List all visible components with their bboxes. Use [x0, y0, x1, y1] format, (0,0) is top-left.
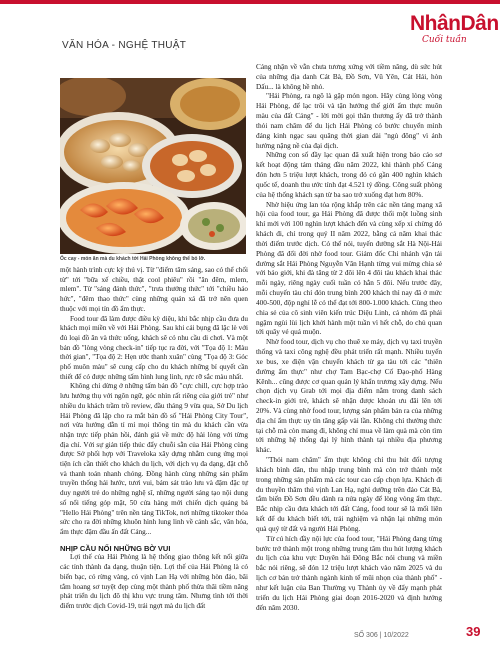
- paragraph: Không chỉ dừng ở những tấm bản đồ "cực chill, cực hợp trào lưu hướng thụ với ngôn ngữ, góc nhìn rất riêng của giới trẻ" như nhiều du khách trầm trồ review, đầu tháng 9 vừa qua, Sở Du lịch Hải Phòng đã lập cho ra mắt bản đồ số "Hải Phòng City Tour", nơi vừa hướng dẫn tỉ mỉ mọi thông tin mà du khách cần vừa nhận trực tiếp phản hồi, đánh giá về mức độ hài lòng với từng địa chỉ. Với sự giản tiếp thúc đẩy chuỗi sẵn của Hải Phòng cùng được Sở phối hợp với Traveloka xây dựng nhằm cung ứng mọi tiện ích cần thiết cho khách du lịch, với dịch vụ đa dạng, đặt chỗ và thanh toán nhanh chóng. Đồng hành cùng những sản phẩm truyền thống hải hước, tươi vui, bám sát trào lưu và đậm đặc tự duy người trẻ do những nghệ sĩ, những người sáng tạo nội dung số nổi tiếng góp mặt, 50 cửa hàng mới chiến dịch quảng bá "Hello Hải Phòng" trên nền tảng TikTok, nơi những tiktoker thỏa sức cho ra đời những khuôn hình lung linh về cảnh sắc, văn hóa, ẩm thực đậm đầu ấn đất Cảng...: [60, 382, 248, 536]
- paragraph: Nhờ hiệu ứng lan tỏa rộng khắp trên các nền tảng mạng xã hội của food tour, ga Hải Phòng đã được thổi một luồng sinh khí mới với 100 nghìn lượt khách đến và cùng xếp xỉ chừng đó khách đi, chỉ trong quý II năm 2022, bằng cả năm khai thác thời điểm trước dịch. Có thể nói, tuyến đường sắt Hà Nội-Hải Phòng đã đổi đời nhờ food tour. Giám đốc Chi nhánh vận tải đường sắt Hải Phòng Nguyễn Văn Hạnh từng vui mừng chia sẻ với báo giới, khi đà tăng từ 2 đôi lên 4 đôi tàu khách khai thác mỗi ngày, riêng ngày cuối tuần có hẳn 5 đôi. Nếu trước đây, mỗi chuyến tàu chỉ đón trung bình 200 khách thì nay đã ở mức 400-500, độp nghỉ lễ có thể đạt tới 800-1.000 khách. Cùng theo chia sẻ của cô sinh viên kiến trúc Diệu Linh, cả nhóm đã phải ngậm ngùi lùi lịch khởi hành một tuần vì hết chỗ, do chủ quan tới quây vé quá muộn.: [256, 199, 442, 337]
- section-heading: NHỊP CẦU NỐI NHỮNG BỜ VUI: [60, 543, 171, 553]
- logo-subtitle: Cuối tuần: [422, 35, 467, 45]
- top-rule: [0, 0, 500, 4]
- article-column-right: [256, 62, 442, 612]
- paragraph: một hành trình cực kỳ thú vị. Từ "điểm tâm sáng, sao có thể chối từ" tới "bữa xế chiều, thật cool phiêu" rồi "ăn đêm, mlem, mlem". Từ "sáng đánh thức", "trưa thưởng thức" tới "chiều hảo hức", "đêm thao thức" cùng những quán xá đã trở nên quen thuộc với mọi tín đồ ẩm thực.: [60, 266, 248, 313]
- food-photo-illustration: [60, 78, 246, 254]
- paragraph: Cảng nhận về vẫn chưa tương xứng với tiềm năng, dù sức hút của những địa danh Cát Bà, Đồ Sơn, Vũ Yên, Cát Hải, hòn Dấu... là không hề nhỏ.: [256, 62, 442, 91]
- paragraph: Từ cú hích đầy nội lực của food tour, "Hải Phòng đang từng bước trở thành một trong những trung tâm thu hút lượng khách du lịch của khu vực Duyên hải Đông Bắc nói chung và miền bắc nói riêng, sẽ đón 12 triệu lượt khách vào năm 2025 và du lịch cơ bản trở thành ngành kinh tế mũi nhọn của thành phố" - như kết luận của Ban Thường vụ Thành ủy về đẩy mạnh phát triển du lịch Hải Phòng giai đoạn 2016-2020 và định hướng đến năm 2030.: [256, 533, 442, 612]
- paragraph: Những con số đầy lạc quan đã xuất hiện trong báo cáo sơ kết hoạt động tám tháng đầu năm 2022, khi thành phố Cảng đón hơn 5 triệu lượt khách, trong đó có gần 400 nghìn khách quốc tế, doanh thu ước tính đạt 4.521 tỷ đồng. Công suất phòng của hệ thống khách sạn từ ba sao trở xuống đạt hơn 80%.: [256, 150, 442, 199]
- paragraph: Lợi thế của Hải Phòng là hệ thống giao thông kết nối giữa các tỉnh thành đa dạng, thuận tiện. Lợi thế của Hải Phòng là có biển bạc, có rừng vàng, có vịnh Lan Hạ với những hòn đảo, bãi tắm hoang sơ tuyệt đẹp cùng một thành phố thừa thãi tiềm năng phát triển du lịch đô thị khu vực trung tâm. Nhưng tình tới thời điểm trước dịch Covid-19, trải ngợt mà du lịch đất: [60, 553, 248, 610]
- issue-info: SỐ 306 | 10/2022: [354, 632, 409, 639]
- photo-caption: Ốc cay - món ăn mà du khách tới Hải Phòng không thể bỏ lỡ.: [60, 256, 206, 262]
- paragraph: Food tour đã làm được điều kỳ diệu, khi bắc nhịp cầu đưa du khách mọi miền về với Hải Phòng. Sau khi cải bụng đã lặc lè với đủ loại đồ ăn và thức uống, khách sẽ có nhu cầu di chơi. Và một bản đồ "lòng vòng check-in" tiếp tục ra đời, với "Tọa độ 1: Màu thời gian", "Tọa độ 2: Hẹn ước thanh xuân" cùng "Tọa độ 3: Góc phố muôn màu" sẽ cung cấp cho du khách những bí quyết cần thiết để có được những tấm hình lung linh, rực rỡ sắc màu nhất.: [60, 314, 248, 381]
- section-label: VĂN HÓA - NGHỆ THUẬT: [62, 40, 187, 51]
- article-column-left: [60, 266, 248, 612]
- paragraph: Nhờ food tour, dịch vụ cho thuê xe máy, dịch vụ taxi truyền thống và taxi công nghệ đều phát triển rất mạnh. Nhiều tuyến xe bus, xe điện vận chuyển khách từ ga tàu tới các "thiên đường ẩm thực" như chợ Tam Bạc-chợ Cố Đạo-phố Hàng Kênh... cũng được cơ quan quản lý khẩn trương xây dựng. Nếu chọn dịch vụ Grab tới mọi địa điểm nằm trong danh sách check-in giới trẻ, khách sẽ nhận được khoản ưu đãi lên tới 20%. Và cùng nhờ food tour, lượng sản phẩm bán ra của những địa chỉ ẩm thực uy tín tăng gấp vài lần. Không chỉ thường thức tại chỗ mà còn mang đi, không chỉ mua về làm quà mà còn tìm tới những hệ thống đại lý hình thành tại nhiều địa phương khác.: [256, 337, 442, 455]
- publication-logo: [410, 12, 499, 58]
- page-number: 39: [466, 624, 481, 639]
- food-photo: [60, 78, 246, 254]
- paragraph: "Hải Phòng, ra ngõ là gặp món ngon. Hãy cùng lòng vòng Hải Phòng, để lạc trôi và tận hưởng thế giới ẩm thực muôn màu của đất Cảng" - lời mời gọi thân thương ấy đã trở thành thỏi nam châm để du lịch Hải Phòng có bước chuyển mình đáng kinh ngạc sau quãng thời gian dài "ngủ đông" vì ảnh hưởng nặng nề của đại dịch.: [256, 91, 442, 150]
- logo-brand: NhânDân: [410, 12, 499, 35]
- paragraph: "Thỏi nam châm" ẩm thực không chỉ thu hút đối tượng khách bình dân, thu nhập trung bình mà còn trở thành một trong những sản phẩm mà các tour cao cấp chọn lựa. Khách đi du thuyền thăm thú vịnh Lan Hạ, nghỉ dưỡng trên đảo Cát Bà, tắm biển Đồ Sơn đều dành ra nửa ngày để lòng vòng ẩm thực. Bắc nhịp cầu đưa khách tới đất Cảng, food tour sẽ là mối liên kết để du khách biết tới, trải nghiệm và nhận lại những món quà quý từ đất và người Hải Phòng.: [256, 455, 442, 533]
